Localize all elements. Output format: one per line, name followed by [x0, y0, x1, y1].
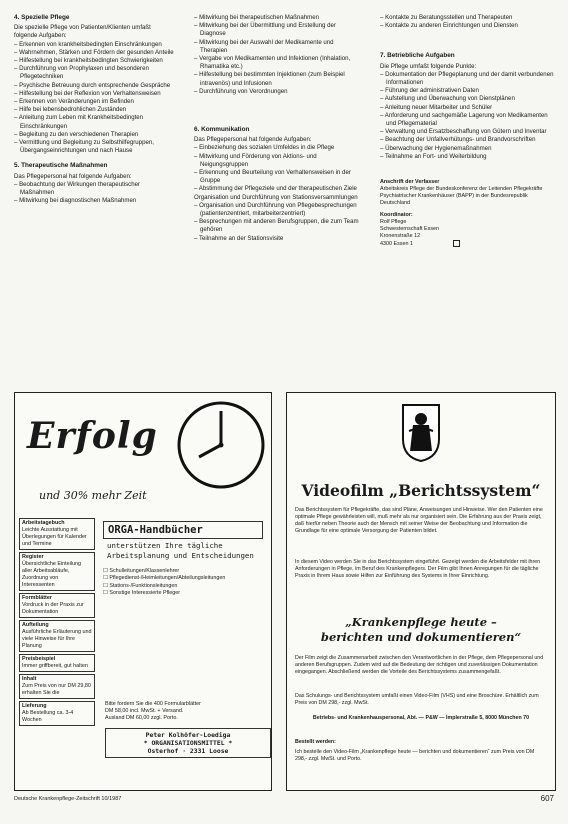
bullet-list	[194, 14, 362, 96]
list-item: – Hilfe bei lebensbedrohlichen Zuständen	[14, 106, 174, 114]
list-item: – Besprechungen mit anderen Berufsgruppen, die zum Team gehören	[194, 218, 362, 234]
section-title: 6. Kommunikation	[194, 126, 250, 134]
section-intro: Das Pflegepersonal hat folgende Aufgaben:	[194, 136, 312, 144]
bullet-list	[14, 41, 174, 156]
ad-videofilm	[286, 392, 556, 791]
price-line: DM 58,00 incl. MwSt. + Versand.	[105, 708, 184, 714]
orga-description: unterstützen Ihre tägliche Arbeitsplanung und Entscheidungen	[107, 541, 254, 560]
page-number: 607	[540, 794, 554, 803]
feature-item: Preisbeispiel Immer griffbereit, gut halten	[19, 654, 95, 672]
bullet-list	[194, 144, 362, 193]
list-item: – Psychische Betreuung durch entsprechende Gespräche	[14, 82, 174, 90]
list-item: – Kontakte zu anderen Einrichtungen und Diensten	[380, 22, 554, 30]
target-group-list	[103, 568, 263, 598]
ad-quote	[287, 615, 555, 645]
list-item: – Einbeziehung des sozialen Umfeldes in die Pflege	[194, 144, 362, 152]
authors-title: Anschrift der Verfasser	[380, 179, 440, 186]
feature-item: Arbeitstagebuch Leichte Ausstattung mit Überlegungen für Kalender und Termine	[19, 518, 95, 550]
bullet-list	[14, 181, 174, 206]
feature-item: Formblätter Vordruck in der Praxis zur Dokumentation	[19, 593, 95, 618]
address-line: Osterhof · 2331 Loose	[147, 747, 229, 755]
list-item: – Teilnahme an der Stationsvisite	[194, 235, 362, 243]
ad-publisher: Betriebs- und Krankenhauspersonal, Abt. — P&W — Implerstraße 5, 8000 München 70	[312, 715, 530, 721]
end-mark	[453, 240, 460, 247]
bullet-list	[380, 71, 554, 161]
list-item: – Kontakte zu Beratungsstellen und Therapeuten	[380, 14, 554, 22]
list-item: – Aufstellung und Überwachung von Dienstplänen	[380, 95, 554, 103]
list-item: – Mitwirkung bei therapeutischen Maßnahmen	[194, 14, 362, 22]
coordinator-line: Rolf Pflege	[380, 219, 407, 226]
orga-title: ORGA-Handbücher	[103, 521, 263, 539]
list-item: – Erkennen von Veränderungen im Befinden	[14, 98, 174, 106]
list-item: – Vergabe von Medikamenten und Infektionen (Inhalation, Rhamatika etc.)	[194, 55, 362, 71]
price-line: Ausland DM 60,00 zzgl. Porto.	[105, 715, 178, 721]
section-intro: Die Pflege umfaßt folgende Punkte:	[380, 62, 477, 70]
list-item: – Hilfestellung bei der Reflexion von Verhaltensweisen	[14, 90, 174, 98]
checkbox-option: ☐ Schulleitungen/Klassenlehrer	[103, 568, 263, 575]
list-item: – Anleitung neuer Mitarbeiter und Schüler	[380, 104, 554, 112]
section-title: 4. Spezielle Pflege	[14, 14, 70, 21]
list-item: – Durchführung von Prophylaxen und besonderen Pflegetechniken	[14, 65, 174, 81]
address-line: Peter Kolhöfer-Loediga	[145, 731, 231, 739]
bullet-list	[194, 202, 362, 243]
checkbox-option: ☐ Stations-/Funktionsleitungen	[103, 583, 263, 590]
feature-item: Aufteilung Ausführliche Erläuterung und viele Hinweise für Ihre Planung	[19, 620, 95, 652]
section-operational	[380, 52, 554, 161]
price-info	[105, 701, 265, 722]
list-item: – Mitwirkung bei der Auswahl der Medikamente und Therapien	[194, 39, 362, 55]
footer-journal: Deutsche Krankenpflege-Zeitschrift 10/1987	[14, 796, 122, 802]
ad-contact-title: Bestellt werden:	[295, 739, 336, 745]
section-title: 7. Betriebliche Aufgaben	[380, 52, 455, 60]
ad-subline: und 30% mehr Zeit	[39, 489, 147, 502]
list-item: – Durchführung von Verordnungen	[194, 88, 362, 96]
feature-item: Register Übersichtliche Einteilung aller Arbeitsabläufe, Zuordnung von Interessenten	[19, 552, 95, 591]
coordinator-line: Schwesternschaft Essen	[380, 226, 440, 233]
list-item: – Hilfestellung bei bestimmten Injektionen (zum Beispiel intravenös) und Infusionen	[194, 71, 362, 87]
price-line: Bitte fordern Sie die 400 Formularblätter	[105, 701, 201, 707]
list-item: – Erkennung und Beurteilung von Verhaltensweisen in der Gruppe	[194, 169, 362, 185]
ad-paragraph: Das Schulungs- und Berichtssystem umfaßt einen Video-Film (VHS) und eine Broschüre. Erhältlich zum Preis von DM 298,- zzgl. MwSt.	[295, 693, 539, 706]
list-item: – Mitwirkung und Förderung von Aktions- und Neigungsgruppen	[194, 153, 362, 169]
column-2	[194, 14, 362, 250]
checkbox-option: ☐ Sonstige Interessierte Pfleger	[103, 590, 263, 597]
column-3	[380, 14, 554, 255]
section-intro: Das Pflegepersonal hat folgende Aufgaben:	[14, 172, 132, 180]
list-item: – Abstimmung der Pflegeziele und der therapeutischen Ziele	[194, 185, 362, 193]
authors-block	[380, 179, 554, 248]
list-item: – Teilnahme an Fort- und Weiterbildung	[380, 153, 554, 161]
authors-text: Arbeitskreis Pflege der Bundeskonferenz der Leitenden Pflegekräfte Psychiatrischer Krankenhäuser (BAPP) in der Bundesrepublik Deutschland	[380, 186, 543, 207]
ad-orga-handbuecher	[14, 392, 272, 791]
ad-paragraph: In diesem Video werden Sie in das Berichtssystem eingeführt. Gezeigt werden die Arbeitsfelder mit ihren Anforderungen in Pflege, im Beruf des Krankenpflegers. Der Film gibt Ihnen Anregungen für die tägliche Praxis in Ihrem Haus sowie Hilfen zur Einführung des Systems in Ihrer Einrichtung.	[295, 559, 541, 579]
section-communication	[194, 126, 362, 243]
clock-icon	[175, 399, 267, 491]
publisher-address	[105, 728, 271, 758]
list-item: – Vermittlung und Begleitung zu Selbsthilfegruppen, Übergangseinrichtungen und nach Hause	[14, 139, 174, 155]
list-item: – Erkennen von krankheitsbedingten Einschränkungen	[14, 41, 174, 49]
list-item: – Beachtung der Unfallverhütungs- und Brandvorschriften	[380, 136, 554, 144]
section-title: 5. Therapeutische Maßnahmen	[14, 162, 108, 170]
section-communication-continued	[380, 14, 554, 30]
list-item: – Verwaltung und Ersatzbeschaffung von Gütern und Inventar	[380, 128, 554, 136]
checkbox-option: ☐ Pflegedienst-/Heimleitungen/Abteilungsleitungen	[103, 575, 263, 582]
ad-title: Videofilm „Berichtssystem“	[301, 481, 541, 500]
paragraph: Organisation und Durchführung von Stationsversammlungen	[194, 193, 358, 201]
list-item: – Führung der administrativen Daten	[380, 87, 554, 95]
ad-paragraph: Der Film zeigt die Zusammenarbeit zwischen den Verantwortlichen in der Pflege, dem Pflegepersonal und anderen Berufsgruppen. Zudem wird auf die Bedeutung der richtigen und zuverlässigen Dokumentation eingegangen. Abschließend werden die Vorteile des Berichtssystems zusammengefaßt.	[295, 655, 544, 675]
list-item: – Organisation und Durchführung von Pflegebesprechungen (patientenzentriert, mitarbeiterzentriert)	[194, 202, 362, 218]
list-item: – Anleitung zum Leben mit Krankheitsbedingten Einschränkungen	[14, 114, 174, 130]
coordinator-line: 4300 Essen 1	[380, 240, 554, 248]
ad-contact: Ich bestelle den Video-Film „Krankenpflege heute — berichten und dokumentieren“ zum Preis von DM 298,- zzgl. MwSt. und Porto.	[295, 749, 535, 762]
list-item: – Überwachung der Hygienemaßnahmen	[380, 145, 554, 153]
section-therapy	[14, 162, 174, 205]
feature-sidebar	[19, 518, 95, 728]
quote-line: berichten und dokumentieren“	[320, 630, 522, 644]
ad-paragraph: Das Berichtssystem für Pflegekräfte, das sind Pläne, Anweisungen und Hinweise. Wer den Patienten eine optimale Pflege gewährleisten will, muß mehr als nur organisiert sein. Die Erfahrung aus der Praxis zeigt, daß hierfür neben Theorie auch der Mensch mit seiner Weise der Beobachtung und Information die Grundlage für eine optimale Versorgung der Patienten bildet.	[295, 507, 543, 534]
list-item: – Wahrnehmen, Stärken und Fördern der gesunden Anteile	[14, 49, 174, 57]
quote-line: „Krankenpflege heute –	[345, 615, 497, 629]
coordinator-title: Koordinator:	[380, 212, 413, 219]
section-special-care	[14, 14, 174, 155]
list-item: – Beobachtung der Wirkungen therapeutischer Maßnahmen	[14, 181, 174, 197]
column-1	[14, 14, 174, 212]
list-item: – Dokumentation der Pflegeplanung und der damit verbundenen Informationen	[380, 71, 554, 87]
list-item: – Mitwirkung bei diagnostischen Maßnahmen	[14, 197, 174, 205]
address-line: * ORGANISATIONSMITTEL *	[143, 739, 233, 747]
munich-seal-icon	[399, 401, 443, 463]
list-item: – Anforderung und sachgemäße Lagerung von Medikamenten und Pflegematerial	[380, 112, 554, 128]
section-intro: Die spezielle Pflege von Patienten/Klienten umfaßt folgende Aufgaben:	[14, 24, 151, 40]
feature-item: Lieferung Ab Bestellung ca. 3-4 Wochen	[19, 701, 95, 726]
list-item: – Mitwirkung bei der Übermittlung und Erstellung der Diagnose	[194, 22, 362, 38]
section-therapy-continued	[194, 14, 362, 96]
list-item: – Hilfestellung bei krankheitsbedingten Schwierigkeiten	[14, 57, 174, 65]
ad-headline: Erfolg	[27, 415, 158, 457]
bullet-list	[380, 14, 554, 30]
coordinator-line: Kronenstraße 12	[380, 233, 421, 240]
feature-item: Inhalt Zum Preis von nur DM 29,80 erhalten Sie die	[19, 674, 95, 699]
list-item: – Begleitung zu den verschiedenen Therapien	[14, 131, 174, 139]
orga-block	[103, 521, 263, 598]
